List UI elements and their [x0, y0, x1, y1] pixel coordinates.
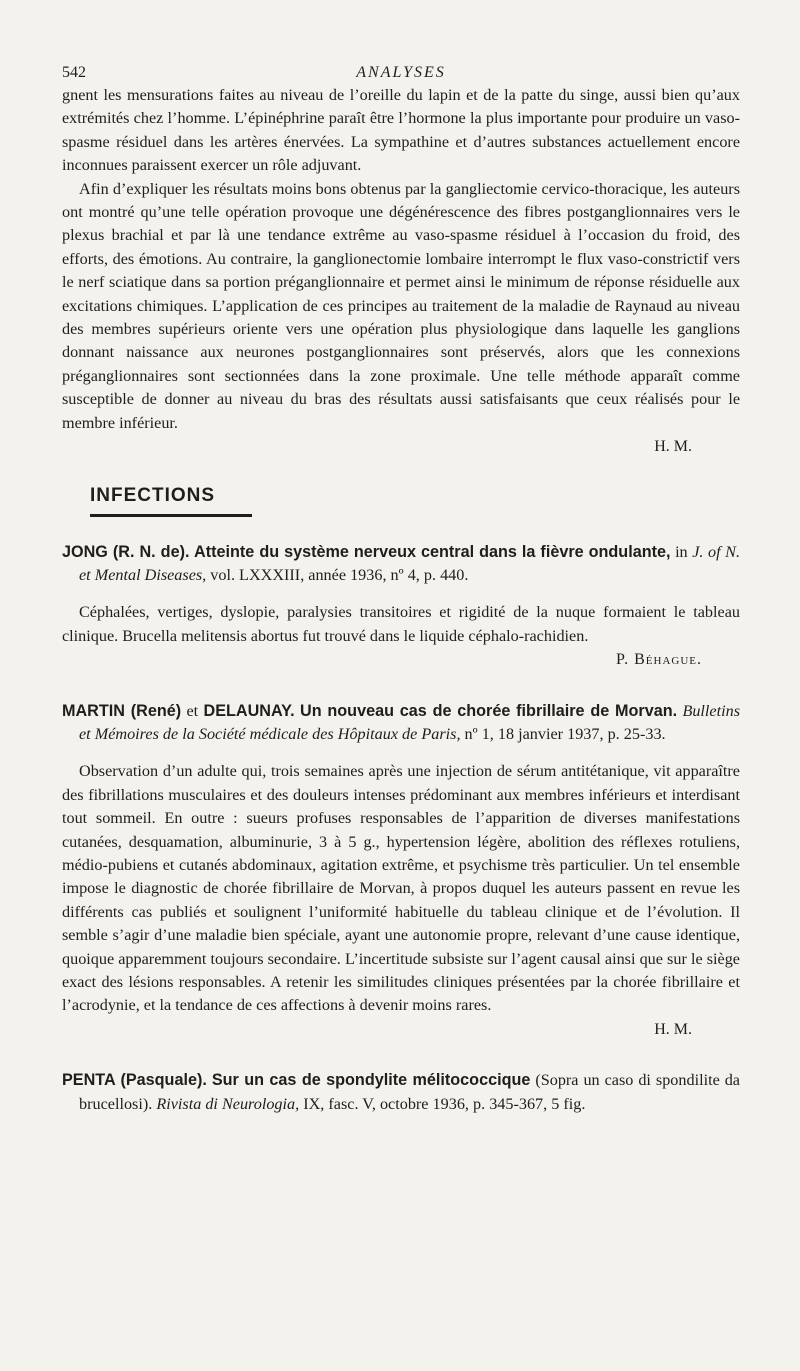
entry-details: nº 1, 18 janvier 1937, p. 25-33. — [464, 724, 666, 743]
entry-heading — [62, 541, 740, 588]
entry-abstract: Céphalées, vertiges, dyslopie, paralysies transitoires et rigidité de la nuque formaient le tableau clinique. Brucella melitensis abortus fut trouvé dans le liquide céphalo-rachidien. — [62, 603, 740, 645]
entry-in: in — [675, 542, 688, 561]
intro-paragraph-1: gnent les mensurations faites au niveau de l’oreille du lapin et de la patte du singe, aussi bien qu’aux extrémités chez l’homme. L’épinéphrine paraît être l’hormone la plus importante pour produire un vaso-spasme résiduel dans les artères énervées. La sympathine et d’autres substances actuellement encore inconnues paraissent exercer un rôle adjuvant. — [62, 86, 740, 175]
entry-signature: P. Béhague. — [615, 651, 702, 669]
entry-authors: PENTA (Pasquale). — [62, 1071, 207, 1090]
entry-original-title: (Sopra un caso di spondilite da brucellosi). — [79, 1071, 740, 1113]
entry-abstract: Observation d’un adulte qui, trois semaines après une injection de sérum antitétanique, vit apparaître des fibrillations musculaires et des douleurs intenses prédominant aux membres inférieurs et interdisant tout sommeil. En outre : sueurs profuses responsables de l’apparition de diverses manifestations cutanées, desquamation, albuminurie, 3 à 5 g., hypertension légère, abolition des réflexes rotuliens, médio-pubiens et cutanés abdominaux, agitation extrême, et psychisme très particulier. Un tel ensemble impose le diagnostic de chorée fibrillaire de Morvan, à propos duquel les auteurs passent en revue les différents cas publiés et soulignent l’uniformité habituelle du tableau clinique et de l’évolution. Il semble s’agir d’une maladie bien spéciale, ayant une autonomie propre, relevant d’une cause identique, quoique apparemment toujours secondaire. L’incertitude subsiste sur l’agent causal ainsi que sur le siège exact des lésions responsables. A retenir les similitudes cliniques présentées par la chorée fibrillaire et l’acrodynie, et la tendance de ces affections à devenir moins rares. — [62, 762, 740, 1015]
entry-connector: et — [186, 701, 199, 720]
page-number: 542 — [62, 64, 86, 81]
entry-journal: Bulletins et Mémoires de la Société médicale des Hôpitaux de Paris, — [79, 701, 741, 743]
section-title: INFECTIONS — [90, 484, 216, 506]
entry-journal: J. of N. et Mental Diseases, — [79, 542, 741, 584]
entry-heading — [62, 700, 740, 747]
entry-authors-2: DELAUNAY. — [203, 701, 295, 720]
section-underline — [90, 514, 252, 517]
intro-signature: H. M. — [654, 438, 692, 456]
entry-details: IX, fasc. V, octobre 1936, p. 345-367, 5 fig. — [303, 1094, 586, 1113]
entry-title: Atteinte du système nerveux central dans la fièvre ondulante, — [194, 542, 671, 561]
section-heading — [90, 485, 252, 517]
intro-paragraph-2: Afin d’expliquer les résultats moins bons obtenus par la gangliectomie cervico-thoracique, les auteurs ont montré qu’une telle opération provoque une dégénérescence des fibres postganglionnaires vers le plexus brachial et par là une tendance extrême au vaso-spasme résiduel à l’occasion du froid, des efforts, des émotions. Au contraire, la ganglionectomie lombaire interrompt le flux vaso-constrictif vers le nerf sciatique dans sa portion préganglionnaire et permet ainsi le minimum de réponse résiduelle aux excitations chimiques. L’application de ces principes au traitement de la maladie de Raynaud au niveau des membres supérieurs oriente vers une opération plus physiologique dans laquelle les ganglions donnant naissance aux neurones postganglionnaires sont préservés, alors que les connexions préganglionnaires sont sectionnées dans la zone proximale. Une telle méthode apparaît comme susceptible de donner au niveau du bras des résultats aussi satisfaisants que ceux réalisés pour le membre inférieur. — [62, 179, 740, 432]
entry-title: Sur un cas de spondylite mélitococcique — [211, 1071, 531, 1090]
entry-authors: MARTIN (René) — [62, 701, 182, 720]
entry-authors: JONG (R. N. de). — [62, 542, 190, 561]
running-header — [62, 58, 740, 84]
entry-journal: Rivista di Neurologia, — [156, 1094, 300, 1113]
entry-details: vol. LXXXIII, année 1936, nº 4, p. 440. — [210, 565, 469, 584]
entry-title: Un nouveau cas de chorée fibrillaire de Morvan. — [300, 701, 678, 720]
page — [62, 58, 740, 1116]
entry-heading — [62, 1069, 740, 1116]
entry-signature: H. M. — [654, 1020, 692, 1038]
running-title: ANALYSES — [356, 64, 446, 81]
